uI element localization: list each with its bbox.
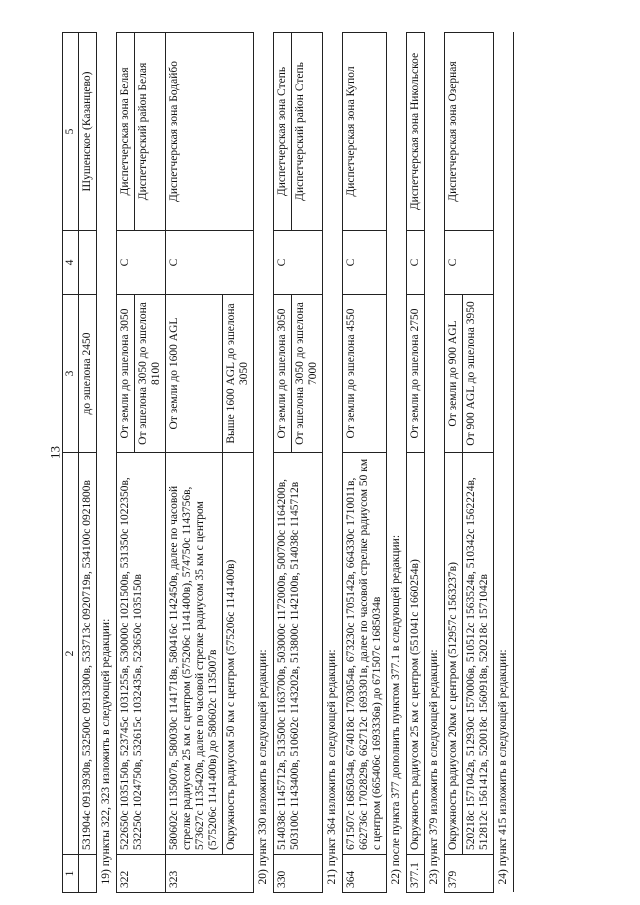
table-row	[166, 33, 223, 893]
row-number: 330	[274, 855, 323, 893]
zone-cell: Диспетчерская зона Купол	[343, 33, 387, 231]
altitude-cell: От земли до 900 AGL	[445, 295, 463, 453]
zone-cell: Диспетчерская зона Никольское	[407, 33, 425, 231]
row-number: 323	[166, 855, 254, 893]
altitude-cell: От эшелона 3050 до эшелона 7000	[292, 295, 323, 453]
altitude-cell: до эшелона 2450	[79, 295, 97, 453]
coordinates-cell: 522650с 1035150в, 523745с 1031255в, 530000с 1021500в, 531350с 1022350в, 532250с 1024750в, 532615с 1032435в, 523650с 1035150в	[117, 453, 166, 855]
altitude-cell: От эшелона 3050 до эшелона 8100	[135, 295, 166, 453]
altitude-cell: От земли до эшелона 4550	[343, 295, 387, 453]
amendment-heading: 20) пункт 330 изложить в следующей редакции:	[254, 33, 274, 893]
altitude-cell: Выше 1600 AGL до эшелона 3050	[223, 295, 254, 453]
row-number: 322	[117, 855, 166, 893]
class-cell: С	[274, 231, 323, 295]
coordinates-cell: 580602с 1135007в, 580030с 1141718в, 580416с 1142450в, далее по часовой стрелке радиусом 25 км с центром (575206с 1141400в), 574750с 1143756в, 573627с 1135420в, далее по часовой стрелке радиусом 35 км с центром (575206с 1141400в) до 580602с 1135007в	[166, 453, 223, 855]
amendment-heading: 24) пункт 415 изложить в следующей редакции:	[494, 33, 514, 893]
header-col-4: 4	[63, 231, 79, 295]
class-cell: С	[117, 231, 166, 295]
altitude-cell: От земли до эшелона 2750	[407, 295, 425, 453]
document-table-container	[62, 33, 582, 893]
row-number: 379	[445, 855, 494, 893]
zone-cell: Диспетчерская зона Белая	[117, 33, 135, 231]
header-col-3: 3	[63, 295, 79, 453]
altitude-cell: От 900 AGL до эшелона 3950	[463, 295, 494, 453]
row-number: 364	[343, 855, 387, 893]
coordinates-cell: 671507с 1685034в, 674018с 1703054в, 673230с 1705142в, 664330с 1710011в, 662736с 1702829в, 662712с 1693301в, далее по часовой стрелке радиусом 50 км с центром (665406с 1693336в) до 671507с 1685034в	[343, 453, 387, 855]
altitude-cell: От земли до эшелона 3050	[117, 295, 135, 453]
page-number: 13	[47, 446, 63, 459]
class-cell: С	[407, 231, 425, 295]
header-col-2: 2	[63, 453, 79, 855]
amendment-heading: 22) после пункта 377 дополнить пунктом 377.1 в следующей редакции:	[387, 33, 407, 893]
header-col-5: 5	[63, 33, 79, 231]
zone-cell: Диспетчерская зона Бодайбо	[166, 33, 254, 231]
altitude-cell: От земли до эшелона 3050	[274, 295, 292, 453]
class-cell: С	[343, 231, 387, 295]
header-col-1: 1	[63, 855, 79, 893]
coordinates-cell: 531904с 0913930в, 532500с 0913300в, 533713с 0920719в, 534100с 0921800в	[79, 453, 97, 855]
row-number: 377.1	[407, 855, 425, 893]
airspace-table	[62, 32, 514, 893]
coordinates-cell: Окружность радиусом 20км с центром (512957с 1563237в)	[445, 453, 463, 855]
class-cell: С	[445, 231, 494, 295]
table-row	[79, 33, 97, 893]
amendment-heading: 21) пункт 364 изложить в следующей редакции:	[323, 33, 343, 893]
zone-cell: Диспетчерский район Степь	[292, 33, 323, 231]
zone-cell: Диспетчерская зона Степь	[274, 33, 292, 231]
amendment-heading: 23) пункт 379 изложить в следующей редакции:	[425, 33, 445, 893]
coordinates-cell: 514038с 1145712в, 513500с 1163700в, 503000с 1172000в, 500700с 1164200в, 503100с 1143400в, 510602с 1143202в, 513800с 1142100в, 514038с 1145712в	[274, 453, 323, 855]
zone-cell: Шушенское (Казанцево)	[79, 33, 97, 231]
zone-cell: Диспетчерская зона Озерная	[445, 33, 494, 231]
table-row	[117, 33, 135, 893]
header-row	[63, 33, 79, 893]
amendment-heading: 19) пункты 322, 323 изложить в следующей редакции:	[97, 33, 117, 893]
coordinates-cell: Окружность радиусом 25 км с центром (551041с 1660254в)	[407, 453, 425, 855]
table-row	[343, 33, 387, 893]
coordinates-cell: 520218с 1571042в, 512930с 1570006в, 510512с 1563524в, 510342с 1562224в, 512812с 1561412в, 520018с 1560918в, 520218с 1571042в	[463, 453, 494, 855]
table-row	[445, 33, 463, 893]
class-cell	[79, 231, 97, 295]
row-number	[79, 855, 97, 893]
altitude-cell: От земли до 1600 AGL	[166, 295, 223, 453]
coordinates-cell: Окружность радиусом 50 км с центром (575206с 1141400в)	[223, 453, 254, 855]
zone-cell: Диспетчерский район Белая	[135, 33, 166, 231]
class-cell: С	[166, 231, 254, 295]
table-row	[274, 33, 292, 893]
table-row	[407, 33, 425, 893]
